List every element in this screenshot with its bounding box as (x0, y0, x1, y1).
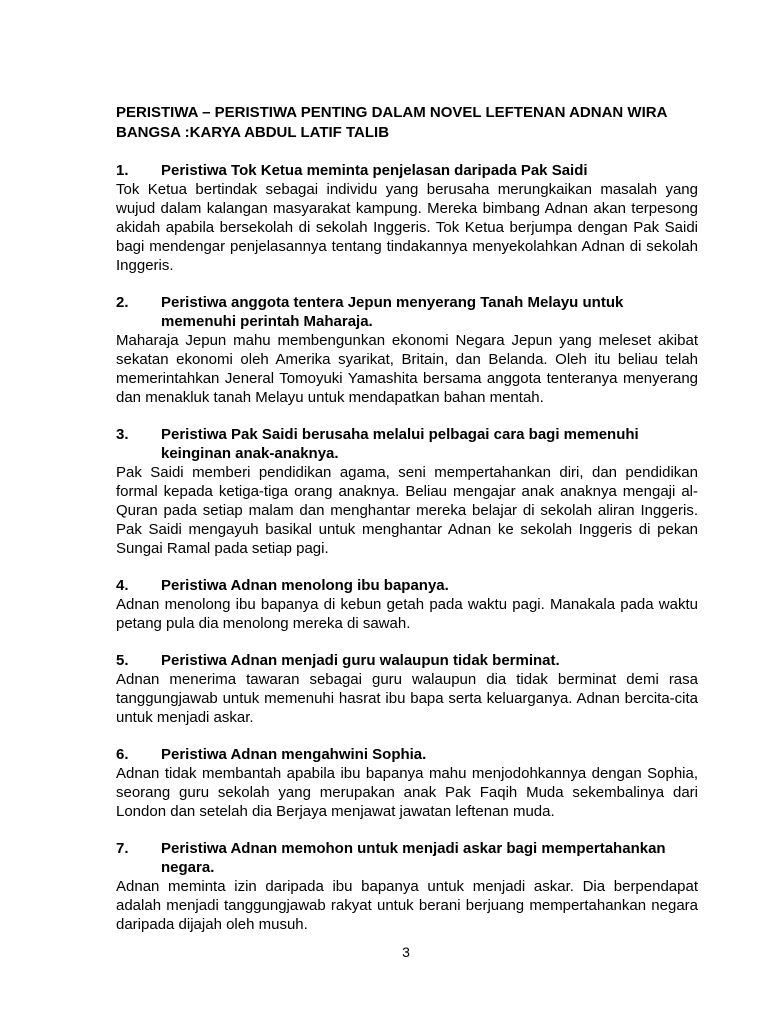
section-body: Adnan menerima tawaran sebagai guru walaupun dia tidak berminat demi rasa tanggungjawab untuk memenuhi hasrat ibu bapa serta keluarganya. Adnan bercita-cita untuk menjadi askar. (116, 671, 698, 726)
section-heading (116, 425, 698, 463)
section-body: Adnan menolong ibu bapanya di kebun getah pada waktu pagi. Manakala pada waktu petang pula dia menolong mereka di sawah. (116, 596, 698, 632)
section-body: Adnan tidak membantah apabila ibu bapanya mahu menjodohkannya dengan Sophia, seorang guru sekolah yang merupakan anak Pak Faqih Muda sekembalinya dari London dan setelah dia Berjaya menjawat jawatan leftenan muda. (116, 765, 698, 820)
page-number: 3 (402, 944, 410, 960)
section-4 (116, 576, 698, 633)
section-number: 6. (116, 746, 129, 763)
section-5 (116, 651, 698, 727)
section-body: Maharaja Jepun mahu membengunkan ekonomi Negara Jepun yang meleset akibat sekatan ekonomi oleh Amerika syarikat, Britain, dan Belanda. Oleh itu beliau telah memerintahkan Jeneral Tomoyuki Yamashita bersama anggota tenteranya menyerang dan menakluk tanah Melayu untuk mendapatkan bahan mentah. (116, 332, 698, 406)
section-heading (116, 651, 698, 670)
section-heading-text: Peristiwa anggota tentera Jepun menyerang Tanah Melayu untuk memenuhi perintah Maharaja. (161, 294, 624, 330)
document-page (116, 103, 698, 952)
section-heading-text: Peristiwa Tok Ketua meminta penjelasan daripada Pak Saidi (161, 162, 588, 179)
section-number: 7. (116, 840, 129, 857)
section-number: 3. (116, 426, 129, 443)
section-body: Adnan meminta izin daripada ibu bapanya untuk menjadi askar. Dia berpendapat adalah menjadi tanggungjawab rakyat untuk berani berjuang mempertahankan negara daripada dijajah oleh musuh. (116, 878, 698, 933)
section-body: Tok Ketua bertindak sebagai individu yang berusaha merungkaikan masalah yang wujud dalam kalangan masyarakat kampung. Mereka bimbang Adnan akan terpesong akidah apabila bersekolah di sekolah Inggeris. Tok Ketua berjumpa dengan Pak Saidi bagi mendengar penjelasannya tentang tindakannya menyekolahkan Adnan di sekolah Inggeris. (116, 181, 698, 274)
section-7 (116, 839, 698, 934)
section-heading-text: Peristiwa Adnan memohon untuk menjadi askar bagi mempertahankan negara. (161, 840, 666, 876)
section-number: 4. (116, 577, 129, 594)
section-heading-text: Peristiwa Adnan mengahwini Sophia. (161, 746, 427, 763)
section-1 (116, 161, 698, 275)
section-2 (116, 293, 698, 407)
section-heading-text: Peristiwa Adnan menolong ibu bapanya. (161, 577, 449, 594)
section-heading (116, 745, 698, 764)
section-6 (116, 745, 698, 821)
section-heading (116, 161, 698, 180)
section-heading (116, 293, 698, 331)
section-heading-text: Peristiwa Adnan menjadi guru walaupun tidak berminat. (161, 652, 560, 669)
document-title: PERISTIWA – PERISTIWA PENTING DALAM NOVEL LEFTENAN ADNAN WIRA BANGSA :KARYA ABDUL LATIF TALIB (116, 104, 667, 141)
section-number: 5. (116, 652, 129, 669)
section-heading (116, 839, 698, 877)
section-number: 1. (116, 162, 129, 179)
section-heading-text: Peristiwa Pak Saidi berusaha melalui pelbagai cara bagi memenuhi keinginan anak-anaknya. (161, 426, 639, 462)
section-body: Pak Saidi memberi pendidikan agama, seni mempertahankan diri, dan pendidikan formal kepada ketiga-tiga orang anaknya. Beliau mengajar anak anaknya mengaji al-Quran pada setiap malam dan menghantar mereka belajar di sekolah aliran Inggeris. Pak Saidi mengayuh basikal untuk menghantar Adnan ke sekolah Inggeris di pekan Sungai Ramal pada setiap pagi. (116, 464, 698, 557)
section-3 (116, 425, 698, 558)
section-heading (116, 576, 698, 595)
section-number: 2. (116, 294, 129, 311)
